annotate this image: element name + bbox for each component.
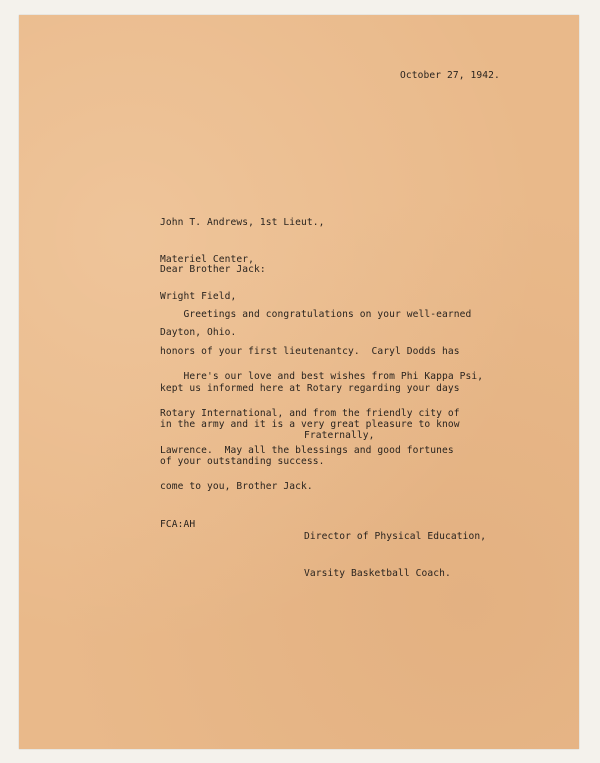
address-line: Dayton, Ohio. <box>160 327 237 339</box>
address-line: John T. Andrews, 1st Lieut., <box>160 217 325 229</box>
closing: Fraternally, <box>304 430 375 441</box>
paragraph-line: kept us informed here at Rotary regarding your days <box>160 382 460 394</box>
paragraph-line: in the army and it is a very great pleasure to know <box>160 419 460 431</box>
paragraph-line: come to you, Brother Jack. <box>160 481 313 493</box>
salutation: Dear Brother Jack: <box>160 264 266 275</box>
signature-title-line: Varsity Basketball Coach. <box>304 568 451 580</box>
paragraph-line: Greetings and congratulations on your well-earned <box>160 309 472 321</box>
address-line: Materiel Center, <box>160 254 255 266</box>
address-line: Wright Field, <box>160 290 237 302</box>
letter-date: October 27, 1942. <box>400 70 500 81</box>
letter-page <box>19 15 579 749</box>
paragraph-line: Here's our love and best wishes from Phi Kappa Psi, <box>160 371 484 383</box>
paragraph-line: honors of your first lieutenantcy. Caryl Dodds has <box>160 346 460 358</box>
signature-title-line: Director of Physical Education, <box>304 531 487 543</box>
paragraph-line: Rotary International, and from the friendly city of <box>160 408 460 420</box>
paragraph-line: Lawrence. May all the blessings and good fortunes <box>160 444 454 456</box>
reference-initials: FCA:AH <box>160 519 196 530</box>
paragraph-line: of your outstanding success. <box>160 455 325 467</box>
signature-title <box>304 507 486 605</box>
